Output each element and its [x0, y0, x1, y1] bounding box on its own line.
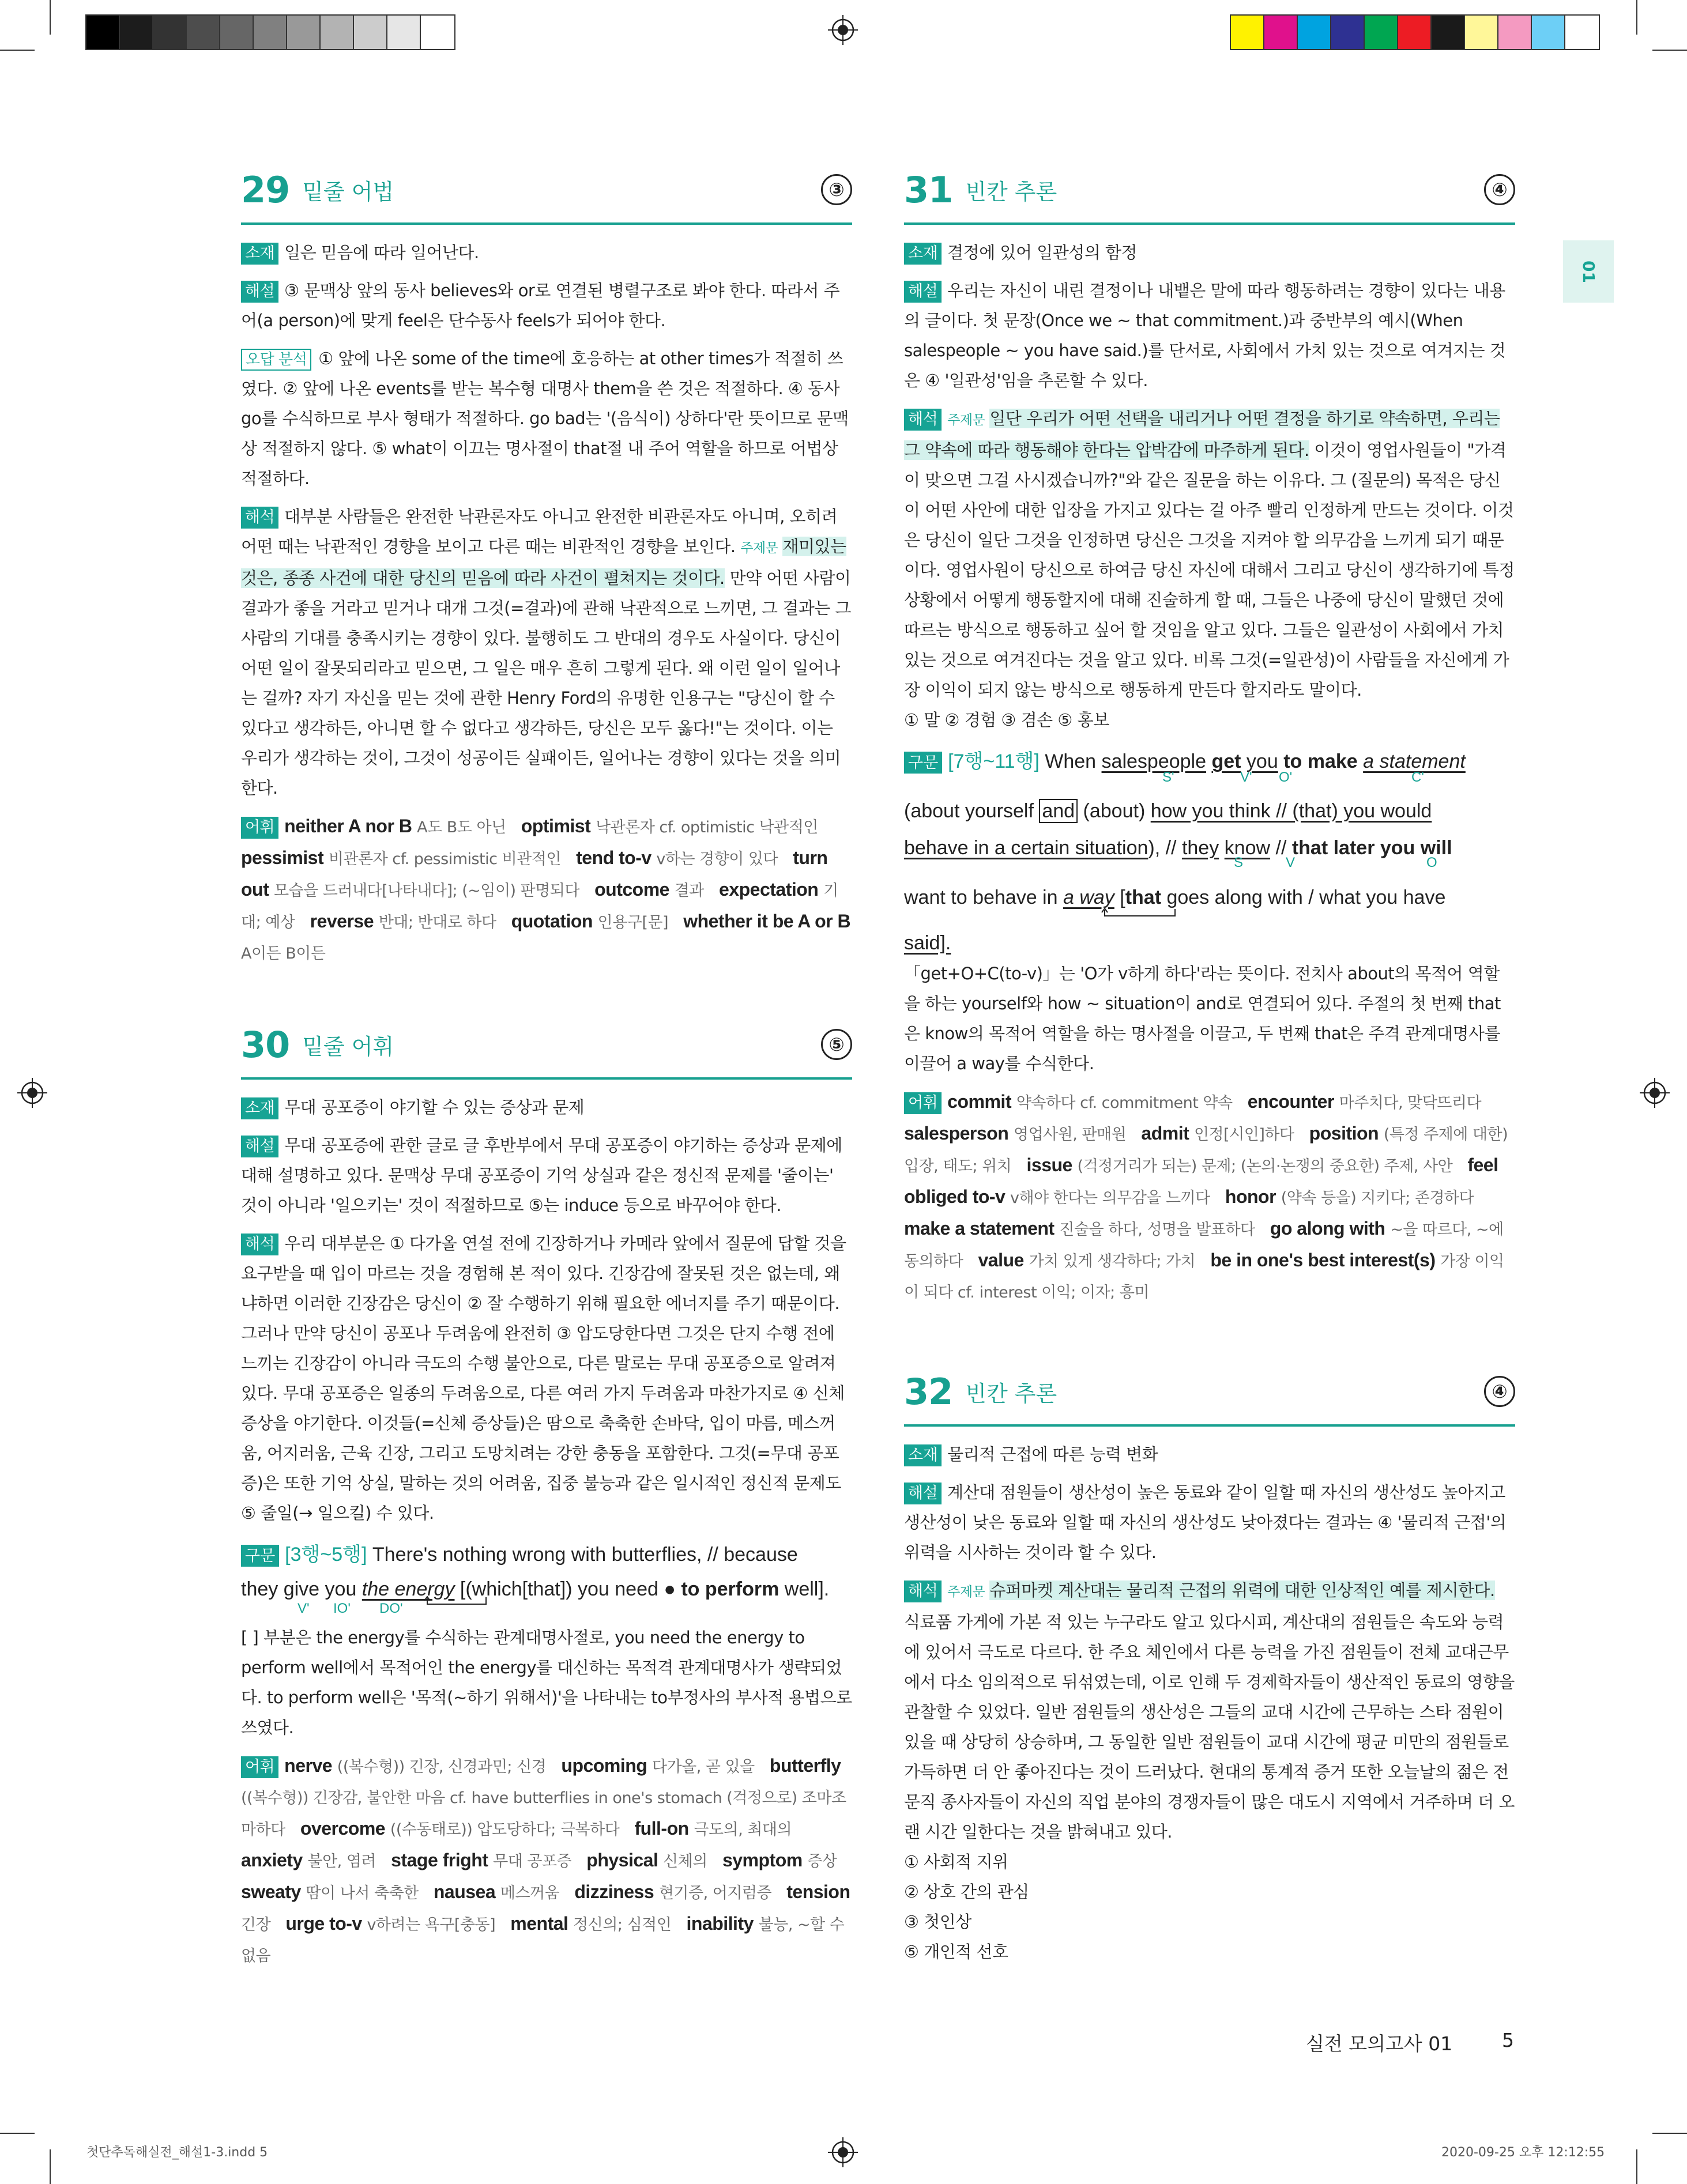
vocab-meaning: 반대; 반대로 하다 [378, 914, 496, 931]
vocab-row: 어휘 commit 약속하다 cf. commitment 약속 encounter 마주치다, 맞닥뜨리다 salesperson 영업사원, 판매원 admit 인정[시인]하다 position (특정 주제에 대한) 입장, 태도; 위치 issue (걱정거리가 되는) 문제; (논의·논쟁의 중요한) 주제, 사안 feel obliged to-v v해야 한다는 의무감을 느끼다 honor (약속 등을) 지키다; 존경하다 make a statement 진술을 하다, 성명을 발표하다 go along with ~을 따르다, ~에 동의하다 value 가치 있게 생각하다; 가치 be in one's best interest(s) 가장 이익이 되다 cf. interest 이익; 이자; 흥미 [904, 1091, 1508, 1302]
crop-mark [1652, 2133, 1687, 2134]
vocab-meaning: 모습을 드러내다[나타내다]; (~임이) 판명되다 [273, 882, 579, 900]
vocab-word: be in one's best interest(s) [1210, 1250, 1436, 1270]
vocab-meaning: 마주치다, 맞닥뜨리다 [1339, 1094, 1482, 1112]
section-header [241, 1012, 852, 1080]
syntax-fragment: know [1224, 837, 1271, 859]
vocab-word: butterfly [769, 1755, 841, 1776]
syntax-fragment: 구문 [241, 1545, 279, 1567]
crop-mark [0, 50, 35, 51]
registration-mark-left [17, 1078, 47, 1108]
vocab-word: issue [1026, 1155, 1072, 1175]
syntax-fragment: [3행~5행] [285, 1544, 367, 1566]
answer-badge: ⑤ [821, 1029, 852, 1060]
reference-arrow [1100, 908, 1181, 922]
vocab-meaning: v해야 한다는 의무감을 느끼다 [1010, 1189, 1210, 1207]
vocab-word: symptom [722, 1850, 803, 1870]
file-name: 첫단추독해실전_해설1-3.indd 5 [86, 2145, 268, 2160]
section-header [241, 157, 852, 225]
vocab-row: 어휘 nerve ((복수형)) 긴장, 신경과민; 신경 upcoming 다가올, 곧 있을 butterfly ((복수형)) 긴장감, 불안한 마음 cf. have butterflies in one's stomach (걱정으로) 조마조마하다 overcome ((수동태로)) 압도당하다; 극복하다 full-on 극도의, 최대의 anxiety 불안, 염려 stage fright 무대 공포증 physical 신체의 symptom 증상 sweaty 땀이 나서 축축한 nausea 메스꺼움 dizziness 현기증, 어지럼증 tension 긴장 urge to-v v하려는 욕구[충동] mental 정신의; 심적인 inability 불능, ~할 수 없음 [241, 1755, 850, 1965]
vocab-word: value [978, 1250, 1024, 1270]
odap-row: 오답 분석 ① 앞에 나온 some of the time에 호응하는 at other times가 적절히 쓰였다. ② 앞에 나온 events를 받는 복수형 대명사 them을 쓴 것은 적절하다. ④ 동사 go를 수식하므로 부사 형태가 적절하다. go bad는 '(음식이) 상하다'란 뜻이므로 문맥상 적절하지 않다. ⑤ what이 이끄는 명사절이 that절 내 주어 역할을 하므로 어법상 적절하다. [241, 349, 849, 488]
haeseok-row: 해석 주제문 일단 우리가 어떤 선택을 내리거나 어떤 결정을 하기로 약속하면, 우리는 그 약속에 따라 행동해야 한다는 압박감에 마주하게 된다. 이것이 영업사원들이 "가격이 맞으면 그걸 사시겠습니까?"와 같은 질문을 하는 이유다. 그 (질문의) 목적은 당신이 어떤 사안에 대한 입장을 가지고 있다는 걸 아주 빨리 인정하게 만드는 것이다. 이것은 당신이 일단 그것을 인정하면 당신은 그것을 지켜야 할 의무감을 느끼게 되기 때문이다. 영업사원이 당신으로 하여금 당신 자신에 대해서 그리고 당신이 생각하기에 특정 상황에서 어떻게 행동할지에 대해 진술하게 할 때, 그들은 나중에 당신이 말했던 것에 따르는 방식으로 행동하고 싶어 할 것임을 알고 있다. 그들은 일관성이 사회에서 가치 있는 것으로 여겨진다는 것을 알고 있다. 비록 그것(=일관성)이 사람들을 자신에게 가장 이익이 되지 않는 방식으로 행동하게 만든다 할지라도 말이다. [904, 409, 1515, 700]
choice-item: ⑤ 개인적 선호 [904, 1942, 1008, 1962]
syntax-block [904, 743, 1515, 1078]
vocab-word: expectation [719, 879, 819, 900]
section-number: 32 [904, 1370, 953, 1413]
text-paragraph [904, 879, 1515, 916]
vocab-meaning: 땀이 나서 축축한 [306, 1884, 419, 1902]
registration-mark-bottom [828, 2137, 858, 2167]
syntax-fragment: behave in a certain situation [904, 837, 1148, 859]
syntax-fragment: a way [1063, 887, 1114, 908]
vocab-word: turn out [241, 847, 828, 900]
syntax-fragment: // [1270, 837, 1292, 859]
haeseok-row: 해석 주제문 슈퍼마켓 계산대는 물리적 근접의 위력에 대한 인상적인 예를 제시한다. 식료품 가게에 가본 적 있는 누구라도 알고 있다시피, 계산대의 점원들은 속도와 능력에 있어서 극도로 다르다. 한 주요 체인에서 다른 능력을 가진 점원들이 전체 교대근무에서 다소 임의적으로 뒤섞였는데, 이로 인해 두 경제학자들이 생산적인 동료의 영향을 관찰할 수 있었다. 일반 점원들의 생산성은 그들의 교대 시간에 근무하는 스타 점원이 있을 때 상당히 상승하며, 그 동일한 일반 점원들이 교대 시간에 평균 미만의 점원들로 가득하면 더 안 좋아진다는 것이 드러났다. 현대의 통계적 증거 또한 오늘날의 젊은 전문직 종사자들이 자신의 직업 분야의 경쟁자들이 많은 대도시 지역에서 거주하며 더 오랜 시간 일한다는 것을 밝혀내고 있다. [904, 1581, 1515, 1842]
section-30 [241, 1012, 852, 1971]
vocab-meaning: 다가올, 곧 있을 [652, 1758, 755, 1776]
crop-mark [50, 0, 51, 35]
vocab-meaning: 기대; 예상 [241, 882, 838, 931]
crop-mark [1636, 0, 1637, 35]
section-number: 30 [241, 1023, 290, 1066]
syntax-role-marks: S' V' O' C' [1162, 770, 1424, 785]
syntax-fragment: said]. [904, 932, 951, 954]
vocab-word: quotation [511, 911, 593, 931]
vocab-meaning: 무대 공포증 [493, 1853, 572, 1870]
syntax-fragment: they [1181, 837, 1219, 859]
vocab-word: physical [586, 1850, 658, 1870]
sojae-row: 소재 결정에 있어 일관성의 함정 [904, 237, 1515, 267]
haeseol-row: 해설 우리는 자신이 내린 결정이나 내뱉은 말에 따라 행동하려는 경향이 있다는 내용의 글이다. 첫 문장(Once we ~ that commitment.)과 중반부의 예시(When salespeople ~ you have said.)를 단서로, 사회에서 가치 있는 것으로 여겨지는 것은 ④ '일관성'임을 추론할 수 있다. [904, 281, 1506, 390]
vocab-row: 어휘 neither A nor B A도 B도 아닌 optimist 낙관론자 cf. optimistic 낙관적인 pessimist 비관론자 cf. pessimistic 비관적인 tend to-v v하는 경향이 있다 turn out 모습을 드러내다[나타내다]; (~임이) 판명되다 outcome 결과 expectation 기대; 예상 reverse 반대; 반대로 하다 quotation 인용구[문] whether it be A or B A이든 B이든 [241, 816, 851, 963]
section-31 [904, 157, 1515, 1308]
reference-arrow-row [904, 916, 1515, 927]
vocab-meaning: 메스꺼움 [500, 1884, 560, 1902]
crop-mark [0, 2133, 35, 2134]
syntax-role-marks: S V O [1234, 855, 1437, 870]
sojae-row: 소재 물리적 근접에 따른 능력 변화 [904, 1439, 1515, 1469]
vocab-meaning: 신체의 [663, 1853, 707, 1870]
chapter-side-tab: 01 [1563, 240, 1614, 303]
text-paragraph [241, 1573, 852, 1605]
print-timestamp: 2020-09-25 오후 12:12:55 [1441, 2145, 1605, 2160]
vocab-word: urge to-v [285, 1913, 362, 1934]
vocab-meaning: ((수동태로)) 압도당하다; 극복하다 [390, 1821, 620, 1839]
vocab-word: encounter [1247, 1091, 1334, 1112]
vocab-word: salesperson [904, 1123, 1009, 1144]
vocab-word: full-on [634, 1818, 689, 1839]
syntax-fragment: When [1045, 750, 1102, 772]
syntax-block [241, 1536, 852, 1742]
vocab-word: sweaty [241, 1881, 301, 1902]
vocab-meaning: 약속하다 cf. commitment 약속 [1016, 1094, 1233, 1112]
syntax-fragment: (about yourself [904, 800, 1040, 822]
registration-mark-right [1640, 1078, 1670, 1108]
crop-mark [50, 2149, 51, 2184]
wrong-choices: ① 말 ② 경험 ③ 겸손 ⑤ 홍보 [904, 710, 1109, 730]
section-header [904, 1359, 1515, 1427]
syntax-fragment: salespeople [1101, 750, 1207, 772]
syntax-fragment [1358, 750, 1363, 772]
reference-arrow [423, 1596, 492, 1610]
answer-badge: ④ [1484, 174, 1515, 205]
syntax-fragment: how you think // (that) you would [1150, 800, 1432, 822]
vocab-meaning: 증상 [807, 1853, 837, 1870]
crop-mark [1652, 50, 1687, 51]
vocab-meaning: 인정[시인]하다 [1193, 1126, 1294, 1144]
vocab-meaning: 가치 있게 생각하다; 가치 [1029, 1253, 1196, 1270]
text-paragraph [904, 829, 1515, 866]
topic-sentence: 재미있는 것은, 종종 사건에 대한 당신의 믿음에 따라 사건이 펼쳐지는 것이다. [241, 537, 846, 588]
section-29 [241, 157, 852, 969]
section-title: 빈칸 추론 [965, 179, 1057, 205]
vocab-word: make a statement [904, 1218, 1055, 1239]
vocab-meaning: v하려는 욕구[충동] [367, 1916, 496, 1934]
registration-mark-top [828, 15, 858, 45]
sojae-row: 소재 무대 공포증이 야기할 수 있는 증상과 문제 [241, 1092, 852, 1122]
grayscale-bar [85, 14, 455, 50]
vocab-meaning: 가장 이익이 되다 cf. interest 이익; 이자; 흥미 [904, 1253, 1504, 1302]
text-paragraph: 「get+O+C(to-v)」는 'O가 v하게 하다'라는 뜻이다. 전치사 about의 목적어 역할을 하는 yourself와 how ~ situation이 and로 연결되어 있다. 주절의 첫 번째 that은 know의 목적어 역할을 하는 명사절을 이끌고, 두 번째 that은 주격 관계대명사를 이끌어 a way를 수식한다. [904, 964, 1501, 1073]
vocab-meaning: (특정 주제에 대한) 입장, 태도; 위치 [904, 1126, 1508, 1175]
vocab-meaning: 결과 [674, 882, 704, 900]
vocab-word: go along with [1270, 1218, 1385, 1239]
section-title: 밑줄 어법 [302, 179, 394, 205]
section-number: 31 [904, 168, 953, 211]
syntax-fragment: that later you will [1291, 837, 1452, 859]
syntax-fragment: (about) [1078, 800, 1151, 822]
page-number: 5 [1502, 2029, 1514, 2051]
vocab-word: optimist [521, 816, 591, 836]
vocab-word: whether it be A or B [683, 911, 851, 931]
syntax-fragment: a statement [1363, 750, 1466, 772]
vocab-meaning: 극도의, 최대의 [694, 1821, 792, 1839]
topic-sentence: 슈퍼마켓 계산대는 물리적 근접의 위력에 대한 인상적인 예를 제시한다. [989, 1581, 1495, 1600]
vocab-word: position [1309, 1123, 1379, 1144]
vocab-meaning: ~을 따르다, ~에 동의하다 [904, 1221, 1504, 1270]
syntax-fragment: they give you [241, 1578, 362, 1600]
haeseol-row: 해설 계산대 점원들이 생산성이 높은 동료와 같이 일할 때 자신의 생산성도 높아지고 생산성이 낮은 동료와 일할 때 자신의 생산성도 낮아졌다는 결과는 ④ '물리적 근접'의 위력을 시사하는 것이라 할 수 있다. [904, 1483, 1507, 1562]
section-title: 밑줄 어휘 [302, 1033, 394, 1059]
vocab-word: tend to-v [576, 847, 652, 868]
text-paragraph [904, 793, 1515, 829]
vocab-word: nerve [284, 1755, 333, 1776]
vocab-meaning: 진술을 하다, 성명을 발표하다 [1059, 1221, 1255, 1239]
text-paragraph [241, 1536, 852, 1573]
vocab-meaning: v하는 경향이 있다 [656, 850, 778, 868]
vocab-meaning: A도 B도 아닌 [417, 818, 506, 836]
syntax-fragment: to perform [681, 1578, 780, 1600]
vocab-word: reverse [310, 911, 374, 931]
syntax-fragment: [7행~11행] [948, 750, 1040, 772]
vocab-meaning: ((복수형)) 긴장, 신경과민; 신경 [337, 1758, 547, 1776]
haeseol-row: 해설 ③ 문맥상 앞의 동사 believes와 or로 연결된 병렬구조로 봐야 한다. 따라서 주어(a person)에 맞게 feel은 단수동사 feels가 되어야 한다. [241, 281, 840, 330]
vocab-word: neither A nor B [284, 816, 412, 836]
choice-item: ② 상호 간의 관심 [904, 1882, 1029, 1902]
vocab-word: commit [947, 1091, 1011, 1112]
vocab-word: mental [510, 1913, 568, 1934]
haeseok-row: 해석 우리 대부분은 ① 다가올 연설 전에 긴장하거나 카메라 앞에서 질문에 답할 것을 요구받을 때 입이 마르는 것을 경험해 본 적이 있다. 긴장감에 잘못된 것은 없는데, 왜냐하면 이러한 긴장감은 당신이 ② 잘 수행하기 위해 필요한 에너지를 주기 때문이다. 그러나 만약 당신이 공포나 두려움에 완전히 ③ 압도당한다면 그것은 단지 수행 전에 느끼는 긴장감이 아니라 극도의 수행 불안으로, 다른 말로는 무대 공포증으로 알려져 있다. 무대 공포증은 일종의 두려움으로, 다른 여러 가지 두려움과 마찬가지로 ④ 신체 증상을 야기한다. 이것들(=신체 증상들)은 땀으로 축축한 손바닥, 입이 마름, 메스꺼움, 어지러움, 근육 긴장, 그리고 도망치려는 강한 충동을 포함한다. 그것(=무대 공포증)은 또한 기억 상실, 말하는 것의 어려움, 집중 불능과 같은 일시적인 정신적 문제도 ⑤ 줄일(→ 일으킬) 수 있다. [241, 1234, 846, 1523]
vocab-word: stage fright [391, 1850, 488, 1870]
text-paragraph [904, 927, 1515, 959]
vocab-meaning: 낙관론자 cf. optimistic 낙관적인 [595, 818, 818, 836]
syntax-fragment: you [1246, 750, 1278, 772]
vocab-word: admit [1141, 1123, 1189, 1144]
vocab-meaning: 인용구[문] [597, 914, 669, 931]
vocab-word: outcome [594, 879, 669, 900]
vocab-word: pessimist [241, 847, 324, 868]
syntax-fragment: goes along with / what you have [1161, 887, 1446, 908]
vocab-meaning: A이든 B이든 [241, 945, 326, 963]
syntax-fragment: well]. [779, 1578, 830, 1600]
vocab-meaning: ((복수형)) 긴장감, 불안한 마음 cf. have butterflies in one's stomach (걱정으로) 조마조마하다 [241, 1789, 846, 1839]
section-title: 빈칸 추론 [965, 1380, 1057, 1406]
vocab-meaning: 불안, 염려 [307, 1853, 376, 1870]
syntax-fragment: get [1211, 750, 1241, 772]
syntax-fragment: to make [1283, 750, 1358, 772]
haeseok-row: 해석 대부분 사람들은 완전한 낙관론자도 아니고 완전한 비관론자도 아니며, 오히려 어떤 때는 낙관적인 경향을 보이고 다른 때는 비관적인 경향을 보인다. 주제문 재미있는 것은, 종종 사건에 대한 당신의 믿음에 따라 사건이 펼쳐지는 것이다. 만약 어떤 사람이 결과가 좋을 거라고 믿거나 대개 그것(=결과)에 관해 낙관적으로 느끼면, 그 결과는 그 사람의 기대를 충족시키는 경향이 있다. 불행히도 그 반대의 경우도 사실이다. 당신이 어떤 일이 잘못되리라고 믿으면, 그 일은 매우 흔히 그렇게 된다. 왜 이런 일이 일어나는 걸까? 자기 자신을 믿는 것에 관한 Henry Ford의 유명한 인용구는 "당신이 할 수 있다고 생각하든, 아니면 할 수 없다고 생각하든, 당신은 모두 옳다!"는 것이다. 이는 우리가 생각하는 것이, 그것이 성공이든 실패이든, 일어나는 경향이 있다는 것을 의미한다. [241, 507, 852, 798]
vocab-meaning: 불능, ~할 수 없음 [241, 1916, 845, 1965]
answer-badge: ③ [821, 174, 852, 205]
crop-mark [1636, 2149, 1637, 2184]
vocab-word: feel obliged to-v [904, 1155, 1498, 1207]
syntax-fragment [1219, 837, 1224, 859]
section-number: 29 [241, 168, 290, 211]
vocab-word: upcoming [561, 1755, 647, 1776]
vocab-meaning: 현기증, 어지럼증 [658, 1884, 772, 1902]
syntax-fragment: want to behave in [904, 887, 1063, 908]
choice-item: ① 사회적 지위 [904, 1852, 1008, 1872]
topic-sentence: 일단 우리가 어떤 선택을 내리거나 어떤 결정을 하기로 약속하면, 우리는 그 약속에 따라 행동해야 한다는 압박감에 마주하게 된다. [904, 409, 1500, 460]
vocab-meaning: 비관론자 cf. pessimistic 비관적인 [328, 850, 561, 868]
choice-item: ③ 첫인상 [904, 1912, 971, 1932]
vocab-meaning: (걱정거리가 되는) 문제; (논의·논쟁의 중요한) 주제, 사안 [1077, 1157, 1453, 1175]
vocab-word: overcome [300, 1818, 386, 1839]
syntax-fragment: and [1039, 799, 1078, 823]
text-paragraph: [ ] 부분은 the energy를 수식하는 관계대명사절로, you need the energy to perform well에서 목적어인 the energy를 대신하는 목적격 관계대명사가 생략되었다. to perform well은 '목적(~하기 위해서)'을 나타내는 to부정사의 부사적 용법으로 쓰였다. [241, 1628, 852, 1737]
vocab-word: nausea [433, 1881, 496, 1902]
section-header [904, 157, 1515, 225]
syntax-fragment: [ [1114, 887, 1125, 908]
syntax-fragment: that [1125, 887, 1162, 908]
vocab-meaning: 긴장 [241, 1916, 271, 1934]
vocab-word: tension [786, 1881, 850, 1902]
footer-title: 실전 모의고사 01 [1306, 2032, 1453, 2055]
syntax-fragment: the energy [362, 1578, 455, 1600]
vocab-word: honor [1225, 1186, 1276, 1207]
vocab-meaning: (약속 등을) 지키다; 존경하다 [1281, 1189, 1474, 1207]
section-32 [904, 1359, 1515, 1967]
haeseol-row: 해설 무대 공포증에 관한 글로 글 후반부에서 무대 공포증이 야기하는 증상과 문제에 대해 설명하고 있다. 문맥상 무대 공포증이 기억 상실과 같은 정신적 문제를 '줄이는' 것이 아니라 '일으키는' 것이 적절하므로 ⑤는 induce 등으로 바꾸어야 한다. [241, 1136, 842, 1215]
vocab-word: dizziness [574, 1881, 654, 1902]
syntax-role-marks: V' IO' DO' [241, 1605, 852, 1623]
sojae-row: 소재 일은 믿음에 따라 일어난다. [241, 237, 852, 267]
color-bar [1230, 14, 1600, 50]
syntax-fragment: ), // [1148, 837, 1182, 859]
answer-badge: ④ [1484, 1376, 1515, 1407]
vocab-meaning: 영업사원, 판매원 [1013, 1126, 1127, 1144]
vocab-word: inability [686, 1913, 754, 1934]
syntax-fragment: 구문 [904, 752, 942, 774]
syntax-fragment: There's nothing wrong with butterflies, // because [372, 1544, 798, 1566]
vocab-meaning: 정신의; 심적인 [573, 1916, 672, 1934]
vocab-word: anxiety [241, 1850, 303, 1870]
syntax-fragment: [(which[that]) you need ● [454, 1578, 681, 1600]
